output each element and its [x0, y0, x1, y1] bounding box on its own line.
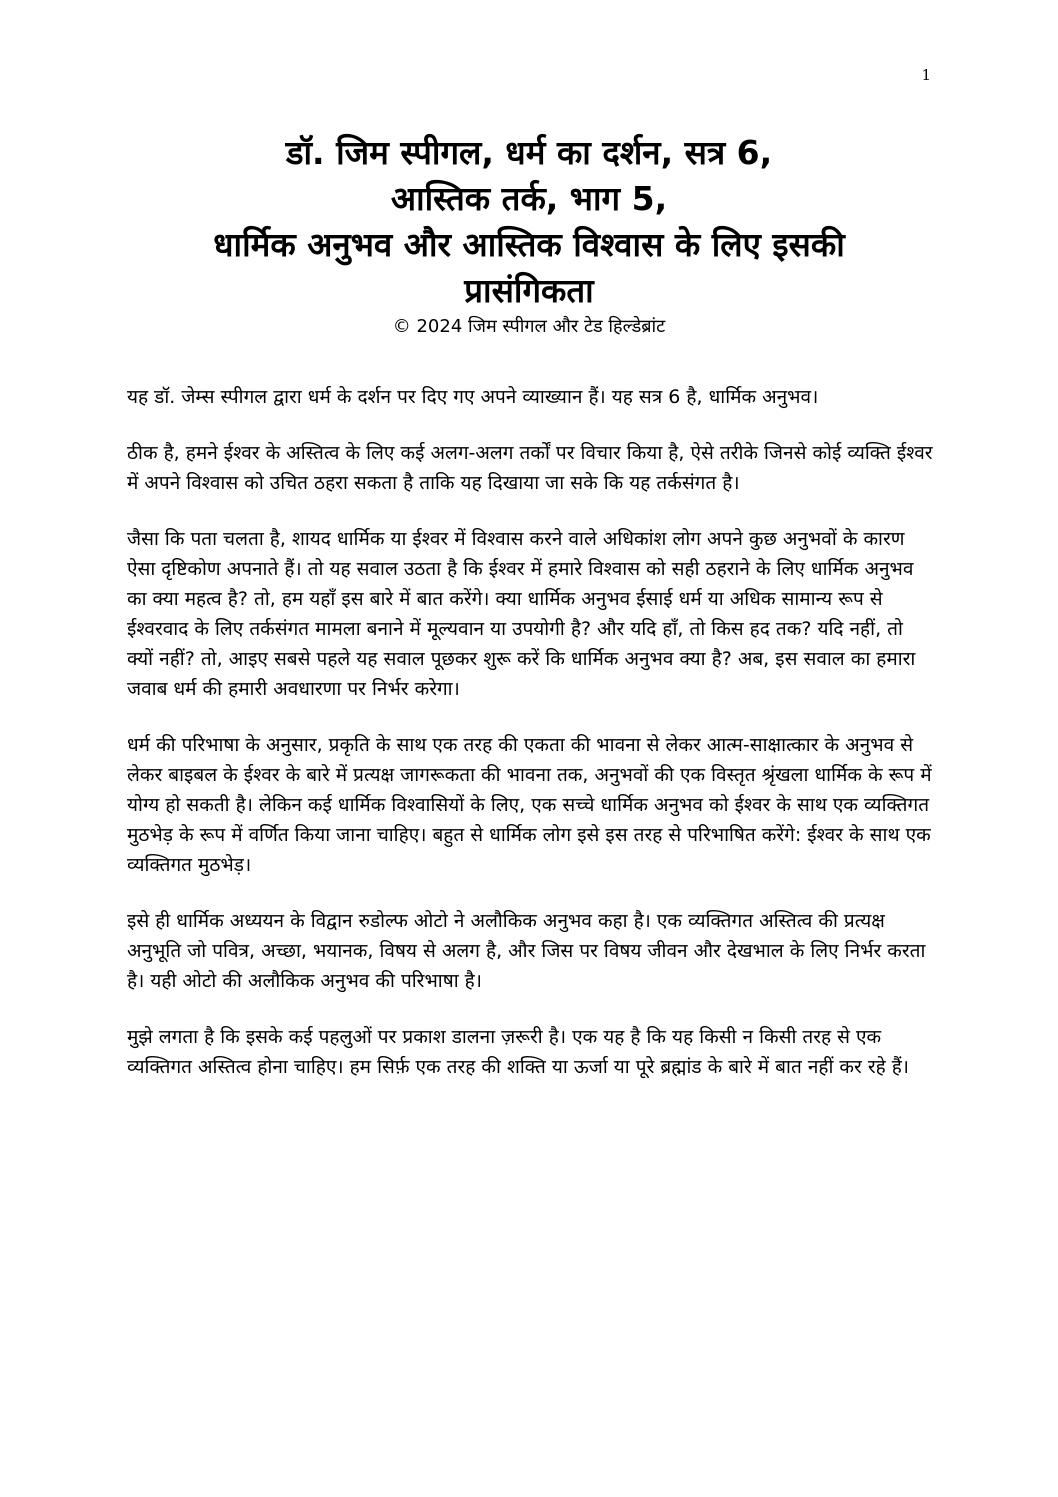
copyright-notice: © 2024 जिम स्पीगल और टेड हिल्डेब्रांट — [392, 316, 666, 337]
page-number: 1 — [921, 66, 931, 84]
paragraph: जैसा कि पता चलता है, शायद धार्मिक या ईश्वर में विश्वास करने वाले अधिकांश लोग अपने कुछ अनुभवों के कारण ऐसा दृष्टिकोण अपनाते हैं। तो यह सवाल उठता है कि ईश्वर में हमारे विश्वास को सही ठहराने के लिए धार्मिक अनुभव का क्या महत्व है? तो, हम यहाँ इस बारे में बात करेंगे। क्या धार्मिक अनुभव ईसाई धर्म या अधिक सामान्य रूप से ईश्वरवाद के लिए तर्कसंगत मामला बनाने में मूल्यवान या उपयोगी है? और यदि हाँ, तो किस हद तक? यदि नहीं, तो क्यों नहीं? तो, आइए सबसे पहले यह सवाल पूछकर शुरू करें कि धार्मिक अनुभव क्या है? अब, इस सवाल का हमारा जवाब धर्म की हमारी अवधारणा पर निर्भर करेगा। — [127, 528, 916, 700]
paragraph: मुझे लगता है कि इसके कई पहलुओं पर प्रकाश डालना ज़रूरी है। एक यह है कि यह किसी न किसी तरह से एक व्यक्तिगत अस्तित्व होना चाहिए। हम सिर्फ़ एक तरह की शक्ति या ऊर्जा या पूरे ब्रह्मांड के बारे में बात नहीं कर रहे हैं। — [127, 1026, 910, 1078]
title-line-3: धार्मिक अनुभव और आस्तिक विश्वास के लिए इसकी — [213, 225, 845, 264]
document-title — [110, 130, 948, 340]
paragraph: यह डॉ. जेम्स स्पीगल द्वारा धर्म के दर्शन पर दिए गए अपने व्याख्यान हैं। यह सत्र 6 है, धार्मिक अनुभव। — [127, 386, 819, 408]
title-line-4: प्रासंगिकता — [464, 271, 594, 310]
paragraph: इसे ही धार्मिक अध्ययन के विद्वान रुडोल्फ ओटो ने अलौकिक अनुभव कहा है। एक व्यक्तिगत अस्तित्व की प्रत्यक्ष अनुभूति जो पवित्र, अच्छा, भयानक, विषय से अलग है, और जिस पर विषय जीवन और देखभाल के लिए निर्भर करता है। यही ओटो की अलौकिक अनुभव की परिभाषा है। — [127, 910, 926, 992]
paragraph: धर्म की परिभाषा के अनुसार, प्रकृति के साथ एक तरह की एकता की भावना से लेकर आत्म-साक्षात्कार के अनुभव से लेकर बाइबल के ईश्वर के बारे में प्रत्यक्ष जागरूकता की भावना तक, अनुभवों की एक विस्तृत श्रृंखला धार्मिक के रूप में योग्य हो सकती है। लेकिन कई धार्मिक विश्वासियों के लिए, एक सच्चे धार्मिक अनुभव को ईश्वर के साथ एक व्यक्तिगत मुठभेड़ के रूप में वर्णित किया जाना चाहिए। बहुत से धार्मिक लोग इसे इस तरह से परिभाषित करेंगे: ईश्वर के साथ एक व्यक्तिगत मुठभेड़। — [127, 734, 932, 876]
title-line-1: डॉ. जिम स्पीगल, धर्म का दर्शन, सत्र 6, — [285, 133, 773, 172]
paragraph: ठीक है, हमने ईश्वर के अस्तित्व के लिए कई अलग-अलग तर्कों पर विचार किया है, ऐसे तरीके जिनसे कोई व्यक्ति ईश्वर में अपने विश्वास को उचित ठहरा सकता है ताकि यह दिखाया जा सके कि यह तर्कसंगत है। — [127, 442, 933, 494]
title-line-2: आस्तिक तर्क, भाग 5, — [390, 179, 668, 218]
body-text — [127, 382, 935, 1108]
